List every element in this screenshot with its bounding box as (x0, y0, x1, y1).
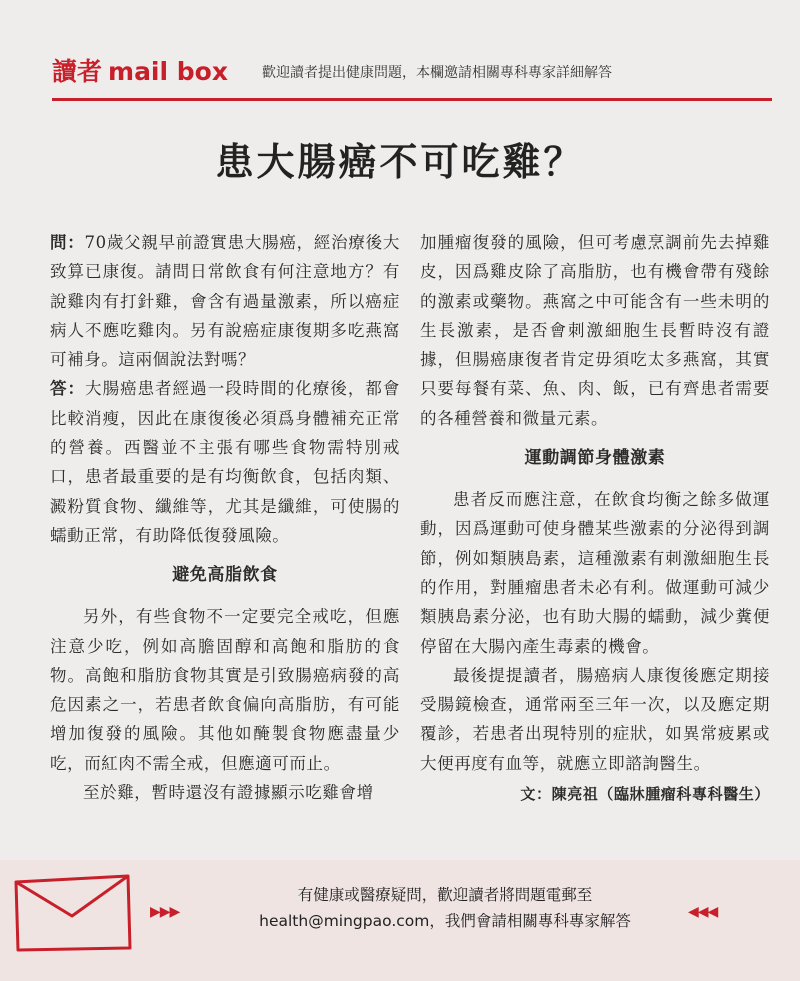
envelope-icon (10, 870, 135, 955)
section2-paragraph-2: 最後提提讀者，腸癌病人康復後應定期接受腸鏡檢查，通常兩至三年一次，以及應定期覆診，若患者出現特別的症狀，如異常疲累或大便再度有血等，就應立即諮詢醫生。 (420, 665, 770, 773)
header-divider (52, 98, 772, 101)
footer-line-1: 有健康或醫療疑問，歡迎讀者將問題電郵至 (297, 886, 593, 904)
section-heading-exercise: 運動調節身體激素 (524, 448, 666, 469)
article-title: 患大腸癌不可吃雞？ (215, 139, 585, 184)
footer-line-2: health@mingpao.com，我們會請相關專科專家解答 (259, 912, 631, 930)
footer-message (210, 882, 680, 934)
brand-en: mail box (108, 57, 228, 86)
section1-paragraph-1: 另外，有些食物不一定要完全戒吃，但應注意少吃，例如高膽固醇和高飽和脂肪的食物。高飽和脂肪食物其實是引致腸癌病發的高危因素之一，若患者飲食偏向高脂肪，有可能增加復發的風險。其他如醃製食物應盡量少吃，而紅肉不需全戒，但應適可而止。 (50, 607, 400, 773)
answer-paragraph (50, 374, 400, 550)
question-label: 問： (50, 233, 85, 252)
section2-paragraph-1: 患者反而應注意，在飲食均衡之餘多做運動，因爲運動可使身體某些激素的分泌得到調節，例如類胰島素，這種激素有刺激細胞生長的作用，對腫瘤患者未必有利。做運動可減少類胰島素分泌，也有助大腸的蠕動，減少糞便停留在大腸內產生毒素的機會。 (420, 490, 770, 656)
brand-zh: 讀者 (52, 57, 103, 86)
arrow-left-icon: ◀◀◀ (688, 904, 718, 920)
question-paragraph (50, 228, 400, 374)
question-text: 70歲父親早前證實患大腸癌，經治療後大致算已康復。請問日常飲食有何注意地方？有說雞肉有打針雞，會含有過量激素，所以癌症病人不應吃雞肉。另有說癌症康復期多吃燕窩可補身。這兩個說法對嗎？ (50, 233, 400, 370)
footer-banner (0, 860, 800, 981)
article-column-left (50, 228, 400, 807)
section1-paragraph-2-continued: 加腫瘤復發的風險，但可考慮烹調前先去掉雞皮，因爲雞皮除了高脂肪，也有機會帶有殘餘的激素或藥物。燕窩之中可能含有一些未明的生長激素，是否會刺激細胞生長暫時沒有證據，但腸癌康復者肯定毋須吃太多燕窩，其實只要每餐有菜、魚、肉、飯，已有齊患者需要的各種營養和微量元素。 (420, 233, 770, 428)
answer-label: 答： (50, 379, 86, 399)
section1-paragraph-2-start: 至於雞，暫時還沒有證據顯示吃雞會增 (83, 783, 374, 803)
article-column-right (420, 228, 770, 809)
section-heading-high-fat: 避免高脂飲食 (172, 565, 278, 586)
column-tagline: 歡迎讀者提出健康問題，本欄邀請相關專科專家詳細解答 (262, 65, 612, 81)
author-byline: 文：陳亮祖（臨牀腫瘤科專科醫生） (520, 785, 770, 804)
column-header (52, 55, 772, 95)
answer-text: 大腸癌患者經過一段時間的化療後，都會比較消瘦，因此在康復後必須爲身體補充正常的營養。西醫並不主張有哪些食物需特別戒口，患者最重要的是有均衡飲食，包括肉類、澱粉質食物、纖維等，尤其是纖維，可使腸的蠕動正常，有助降低復發風險。 (50, 379, 400, 545)
arrow-right-icon: ▶▶▶ (150, 904, 180, 920)
column-brand (52, 55, 228, 89)
